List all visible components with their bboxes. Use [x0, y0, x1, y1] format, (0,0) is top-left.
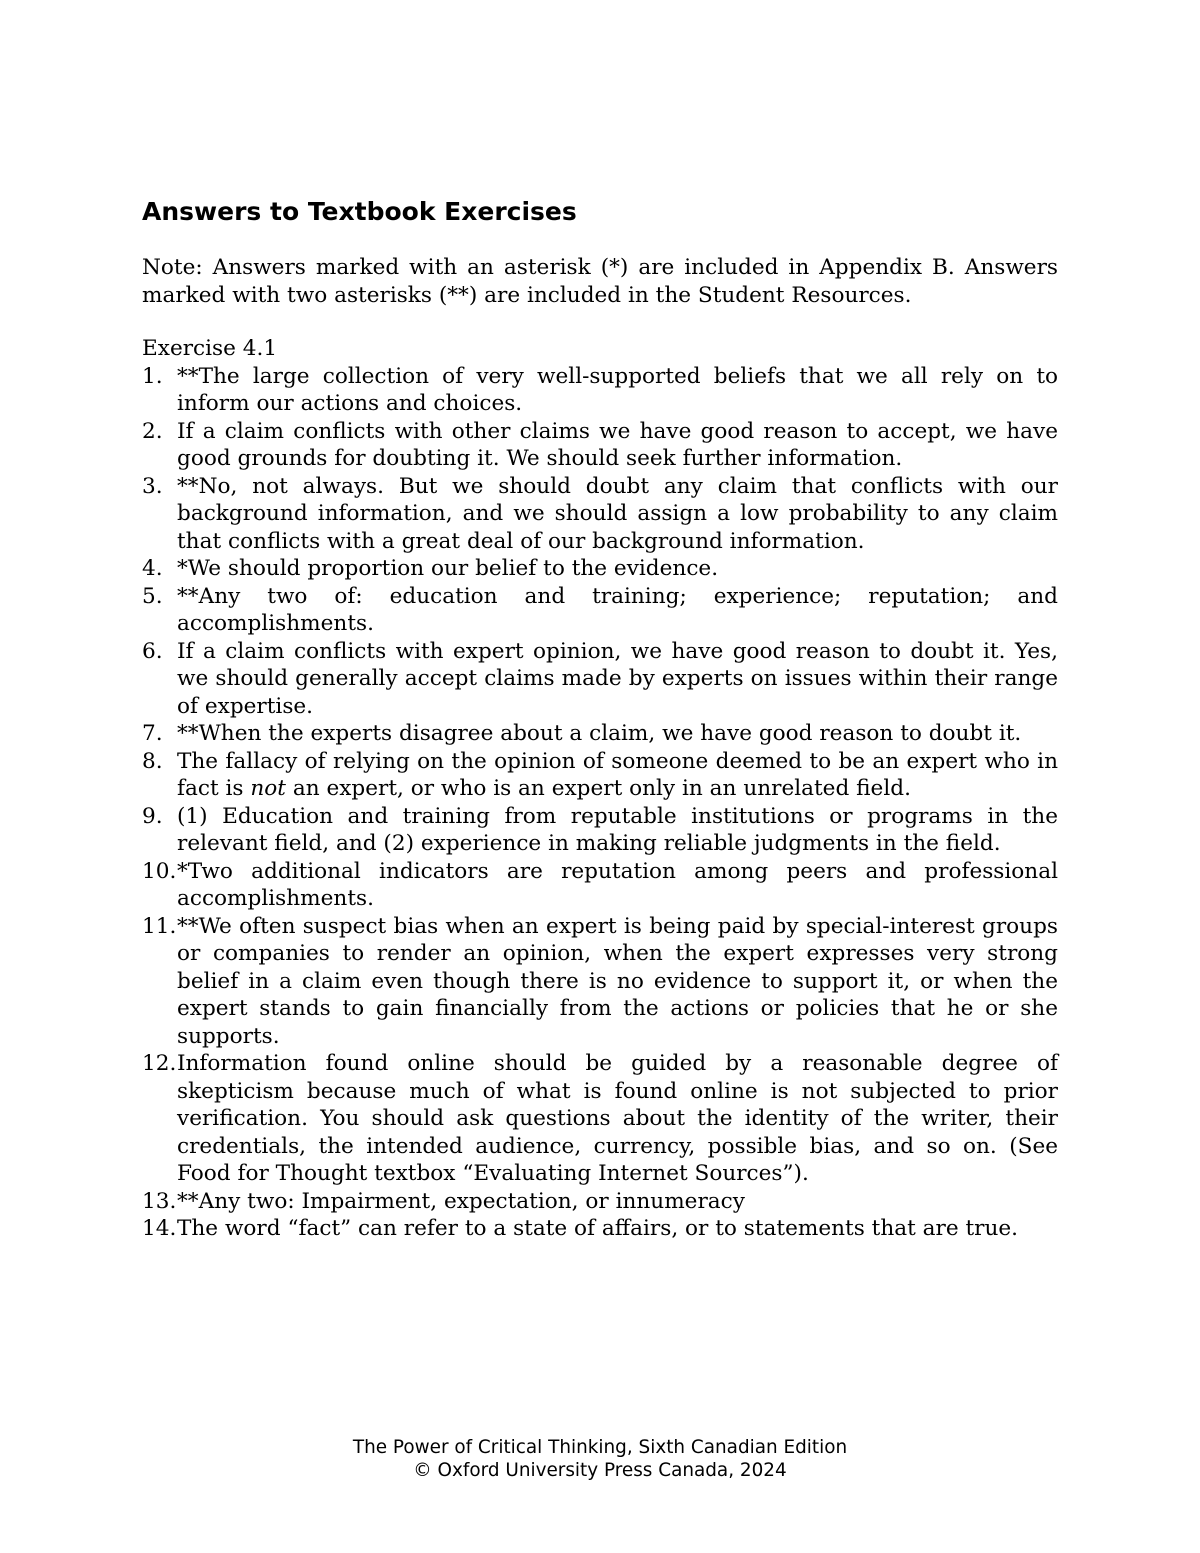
answer-text: The word “fact” can refer to a state of affairs, or to statements that are true.	[177, 1216, 1019, 1241]
answer-item-7	[142, 720, 1058, 748]
answer-item-5	[142, 583, 1058, 638]
answer-number: 6.	[142, 638, 163, 664]
answer-item-11	[142, 913, 1058, 1051]
answer-text: If a claim conflicts with expert opinion, we have good reason to doubt it. Yes, we should generally accept claims made by experts on issues within their range of expertise.	[177, 638, 1058, 719]
answer-number: 11.	[142, 913, 177, 939]
answer-item-6	[142, 638, 1058, 721]
answer-item-14	[142, 1215, 1058, 1243]
answer-number: 10.	[142, 858, 177, 884]
answer-number: 4.	[142, 556, 163, 581]
answer-item-2	[142, 418, 1058, 473]
answer-number: 3.	[142, 473, 163, 499]
answer-text: *We should proportion our belief to the evidence.	[177, 556, 719, 581]
answer-item-13	[142, 1188, 1058, 1216]
answer-text-part: an expert, or who is an expert only in an unrelated field.	[285, 776, 911, 801]
answer-item-3	[142, 473, 1058, 556]
page-title: Answers to Textbook Exercises	[142, 197, 577, 226]
document-body	[142, 196, 1058, 1243]
answer-text: **No, not always. But we should doubt any claim that conflicts with our background information, and we should assign a low probability to any claim that conflicts with a great deal of our background information.	[177, 473, 1058, 554]
answer-number: 7.	[142, 721, 163, 746]
answer-item-4	[142, 555, 1058, 583]
answer-text: Information found online should be guided by a reasonable degree of skepticism because much of what is found online is not subjected to prior verification. You should ask questions about the identity of the writer, their credentials, the intended audience, currency, possible bias, and so on. (See Food for Thought textbox “Evaluating Internet Sources”).	[177, 1051, 1058, 1186]
answer-text: (1) Education and training from reputable institutions or programs in the relevant field, and (2) experience in making reliable judgments in the field.	[177, 803, 1058, 856]
answer-text: **The large collection of very well-supported beliefs that we all rely on to inform our actions and choices.	[177, 363, 1058, 416]
answer-number: 13.	[142, 1188, 177, 1214]
answer-number: 14.	[142, 1216, 177, 1241]
answer-item-9	[142, 803, 1058, 858]
page-footer	[0, 1436, 1200, 1482]
answer-item-10	[142, 858, 1058, 913]
answer-text: *Two additional indicators are reputation among peers and professional accomplishments.	[177, 858, 1058, 911]
footer-book-title: The Power of Critical Thinking, Sixth Canadian Edition	[352, 1437, 848, 1458]
answer-text: If a claim conflicts with other claims we have good reason to accept, we have good grounds for doubting it. We should seek further information.	[177, 418, 1058, 471]
answer-text	[177, 749, 1058, 802]
emphasis-text: not	[250, 776, 286, 801]
answer-text: **Any two of: education and training; experience; reputation; and accomplishments.	[177, 583, 1058, 636]
answer-number: 1.	[142, 363, 163, 389]
answer-number: 8.	[142, 748, 163, 774]
answer-text-part: The fallacy of relying on the opinion of someone deemed to be an expert who in fact is	[177, 748, 1058, 801]
answer-number: 9.	[142, 803, 163, 829]
answer-item-8	[142, 748, 1058, 803]
answer-item-12	[142, 1050, 1058, 1188]
answer-number: 2.	[142, 418, 163, 444]
exercise-title: Exercise 4.1	[142, 336, 278, 361]
answer-item-1	[142, 363, 1058, 418]
answer-text: **Any two: Impairment, expectation, or innumeracy	[177, 1188, 745, 1214]
answer-number: 12.	[142, 1051, 177, 1076]
note-paragraph: Note: Answers marked with an asterisk (*) are included in Appendix B. Answers marked with two asterisks (**) are included in the Student Resources.	[142, 255, 1058, 308]
footer-copyright: © Oxford University Press Canada, 2024	[413, 1460, 787, 1481]
answer-list	[142, 363, 1058, 1243]
answer-text: **We often suspect bias when an expert is being paid by special-interest groups or companies to render an opinion, when the expert expresses very strong belief in a claim even though there is no evidence to support it, or when the expert stands to gain financially from the actions or policies that he or she supports.	[177, 913, 1058, 1049]
answer-text: **When the experts disagree about a claim, we have good reason to doubt it.	[177, 721, 1022, 746]
answer-number: 5.	[142, 583, 163, 609]
